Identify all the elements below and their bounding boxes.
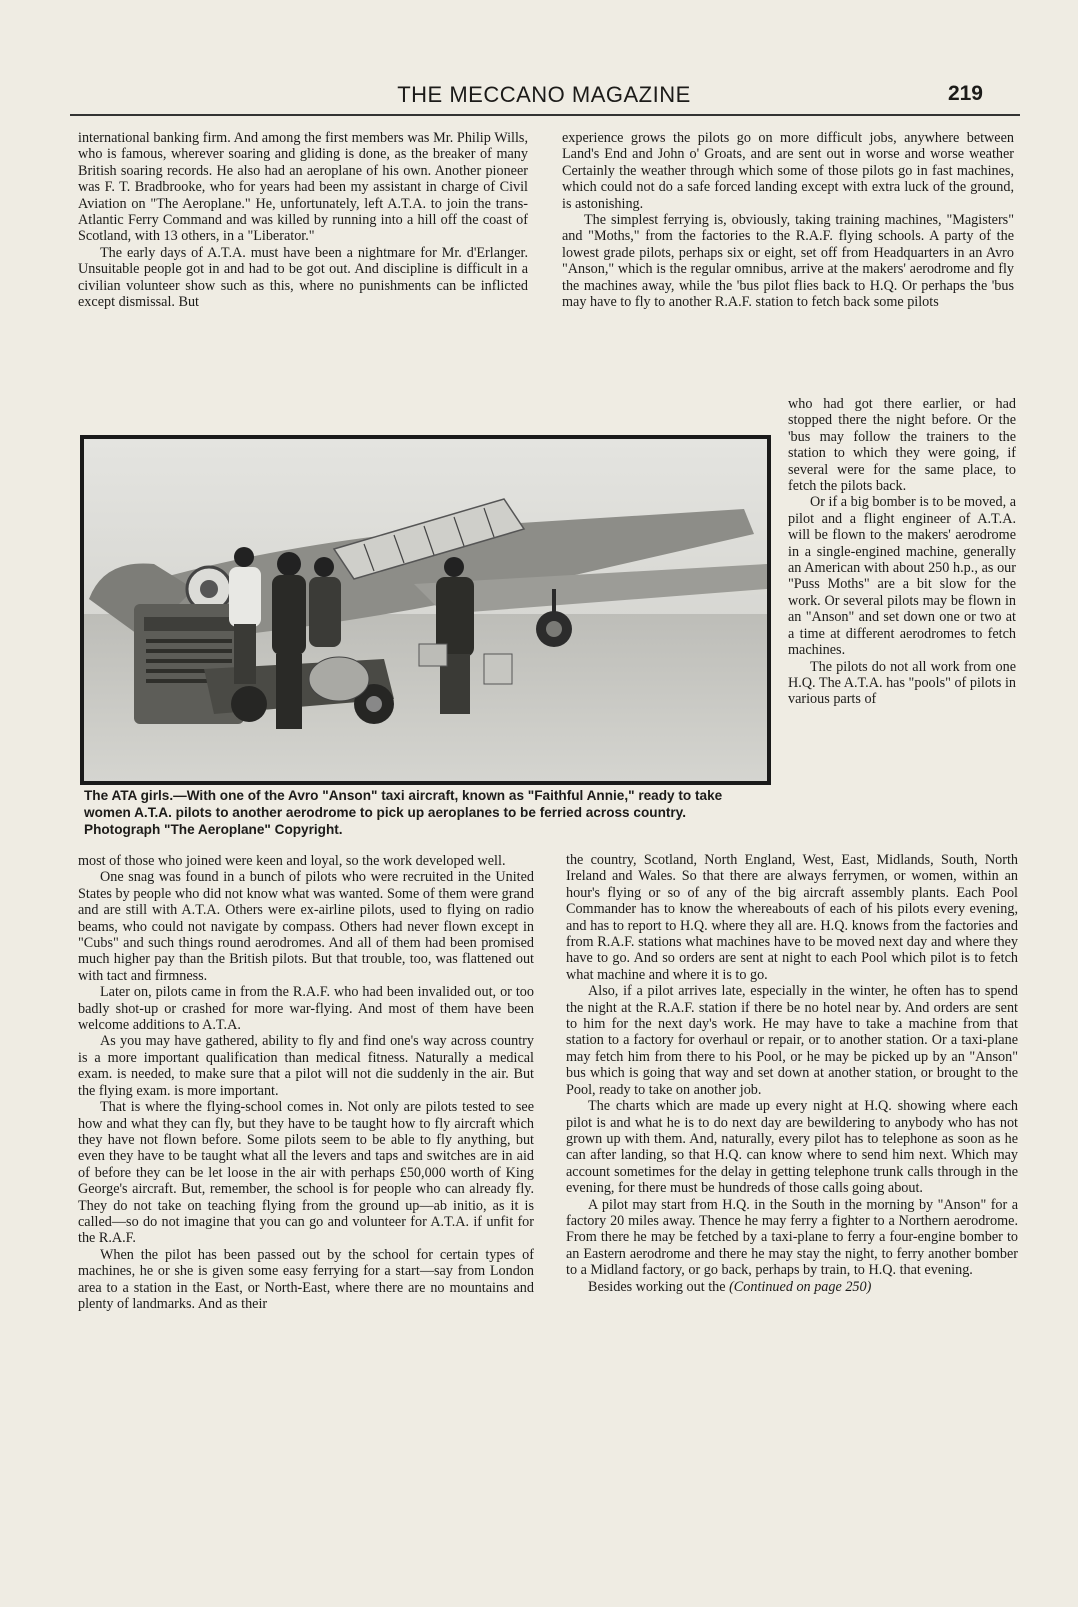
paragraph bbox=[566, 1279, 1018, 1295]
header-rule bbox=[70, 114, 1020, 116]
paragraph-text: Besides working out the bbox=[588, 1278, 726, 1295]
paragraph: The charts which are made up every night at H.Q. showing where each pilot is and what he is to do next day are bewildering to anybody who has not grown up with them. And, naturally, every pilot has to telephone as soon as he can after landing, so that H.Q. can know where to send him next. Which may account sometimes for the delay in getting telephone trunk calls through in the evening, for there must be hundreds of those calls going about. bbox=[566, 1098, 1018, 1197]
paragraph: who had got there earlier, or had stopped there the night before. Or the 'bus may follow the trainers to the station to which they were going, if several were for the same place, to fetch the pilots back. bbox=[788, 396, 1016, 495]
photo-illustration bbox=[84, 439, 767, 781]
paragraph: Later on, pilots came in from the R.A.F. who had been invalided out, or too badly shot-up or crashed for more war-flying. And most of them have been welcome additions to A.T.A. bbox=[78, 984, 534, 1034]
column-right-beside-photo bbox=[788, 396, 1016, 708]
paragraph: A pilot may start from H.Q. in the South in the morning by "Anson" for a factory 20 miles away. Thence he may ferry a fighter to a Northern aerodrome. From there he may be fetched by a taxi-plane to ferry a four-engine bomber to an Eastern aerodrome and there he may stay the night, to ferry another bomber to a Midland factory, or go back, perhaps by train, to H.Q. that evening. bbox=[566, 1196, 1018, 1279]
column-left-top bbox=[78, 130, 528, 310]
paragraph: The simplest ferrying is, obviously, taking training machines, "Magisters" and "Moths," from the factories to the R.A.F. flying schools. A party of the lowest grade pilots, perhaps six or eight, set off from Headquarters in an Avro "Anson," which is the regular omnibus, arrive at the makers' aerodrome and fly the machines away, while the 'bus pilot flies back to H.Q. Or perhaps the 'bus may have to fly to another R.A.F. station to fetch back some pilots bbox=[562, 212, 1014, 311]
photo-anson-aircraft bbox=[80, 435, 771, 785]
continued-note: (Continued on page 250) bbox=[729, 1278, 872, 1295]
column-right-top bbox=[562, 130, 1014, 310]
paragraph: international banking firm. And among the first members was Mr. Philip Wills, who is famous, wherever soaring and gliding is done, as the breaker of many British soaring records. He also had an aeroplane of his own. Another pioneer was F. T. Bradbrooke, who for years had been my assistant in charge of Civil Aviation on "The Aeroplane." He, unfortunately, left A.T.A. to join the trans-Atlantic Ferry Command and was killed by running into a hill off the coast of Scotland, with 13 others, in a "Liberator." bbox=[78, 130, 528, 245]
paragraph: the country, Scotland, North England, West, East, Midlands, South, North Ireland and Wales. So that there are always ferrymen, or women, within an hour's flying or so of any of the big aircraft assembly plants. Each Pool Commander has to know the whereabouts of each of his pilots every evening, and has to report to H.Q. where they all are. H.Q. knows from the factories and from R.A.F. stations what machines have to be moved next day and where they have to go. And so orders are sent at night to each Pool which pilot is to fetch what machine and where it is to go. bbox=[566, 852, 1018, 983]
paragraph: experience grows the pilots go on more difficult jobs, anywhere between Land's End and John o' Groats, and are sent out in worse and worse weather Certainly the weather through which some of those pilots go in fast machines, which could not do a safe forced landing except with extra luck of the ground, is astonishing. bbox=[562, 130, 1014, 212]
paragraph: Also, if a pilot arrives late, especially in the winter, he often has to spend the night at the R.A.F. station if there be no hotel near by. And orders are sent to him for the next day's work. He may have to take a machine from that station to a factory for overhaul or repair, or to another station. Or a taxi-plane may fetch him from there to his Pool, or he may be picked up by an "Anson" bus which is going that way and set down at another station, or brought to the Pool, ready to take on another job. bbox=[566, 983, 1018, 1098]
paragraph: The early days of A.T.A. must have been a nightmare for Mr. d'Erlanger. Unsuitable people got in and had to be got out. And discipline is difficult in a civilian volunteer show such as this, where no punishments can be inflicted except dismissal. But bbox=[78, 244, 528, 311]
paragraph: One snag was found in a bunch of pilots who were recruited in the United States by people who did not know what was wanted. Some of them were grand and are still with A.T.A. Others were ex-airline pilots, used to flying on radio beams, who could not navigate by compass. Others had never flown except in "Cubs" and such things round aerodromes. And all of them had been promised much higher pay than the British pilots. But that trouble, too, was flattened out with tact and firmness. bbox=[78, 869, 534, 984]
paragraph: Or if a big bomber is to be moved, a pilot and a flight engineer of A.T.A. will be flown to the makers' aerodrome in a single-engined machine, generally an American with about 250 h.p., as our "Puss Moths" are a bit slow for the work. Or several pilots may be flown in an "Anson" and set down one or two at a time at different aerodromes to fetch machines. bbox=[788, 494, 1016, 659]
paragraph: The pilots do not all work from one H.Q. The A.T.A. has "pools" of pilots in various parts of bbox=[788, 658, 1016, 708]
column-right-bottom bbox=[566, 852, 1018, 1295]
page-header bbox=[70, 82, 1018, 112]
photo-caption: The ATA girls.—With one of the Avro "Anson" taxi aircraft, known as "Faithful Annie," ready to take women A.T.A. pilots to another aerodrome to pick up aeroplanes to be ferried across country. Photograph "The Aeroplane" Copyright. bbox=[84, 788, 723, 837]
paragraph: As you may have gathered, ability to fly and find one's way across country is a more important qualification than medical fitness. Naturally a medical exam. is needed, to make sure that a pilot will not die suddenly in the air. But the flying exam. is more important. bbox=[78, 1033, 534, 1099]
paragraph: When the pilot has been passed out by the school for certain types of machines, he or she is given some easy ferrying for a start—say from London area to a station in the East, or North-East, where there are no mountains and plenty of landmarks. And as their bbox=[78, 1246, 534, 1312]
paragraph: That is where the flying-school comes in. Not only are pilots tested to see how and what they can fly, but they have to be taught how to fly aircraft which they have not flown before. Some pilots seem to be able to fly anything, but even they have to be taught what all the levers and taps and switches are in aid of before they can be let loose in the air with perhaps £50,000 worth of King George's aircraft. But, remember, the school is for people who can already fly. They do not take on teaching flying from the ground up—ab initio, as it is called—so do not imagine that you can go and volunteer for A.T.A. if unfit for the R.A.F. bbox=[78, 1099, 534, 1247]
page-number: 219 bbox=[947, 82, 983, 105]
column-left-bottom bbox=[78, 853, 534, 1312]
magazine-title: THE MECCANO MAGAZINE bbox=[397, 82, 691, 107]
paragraph: most of those who joined were keen and loyal, so the work developed well. bbox=[78, 853, 506, 869]
